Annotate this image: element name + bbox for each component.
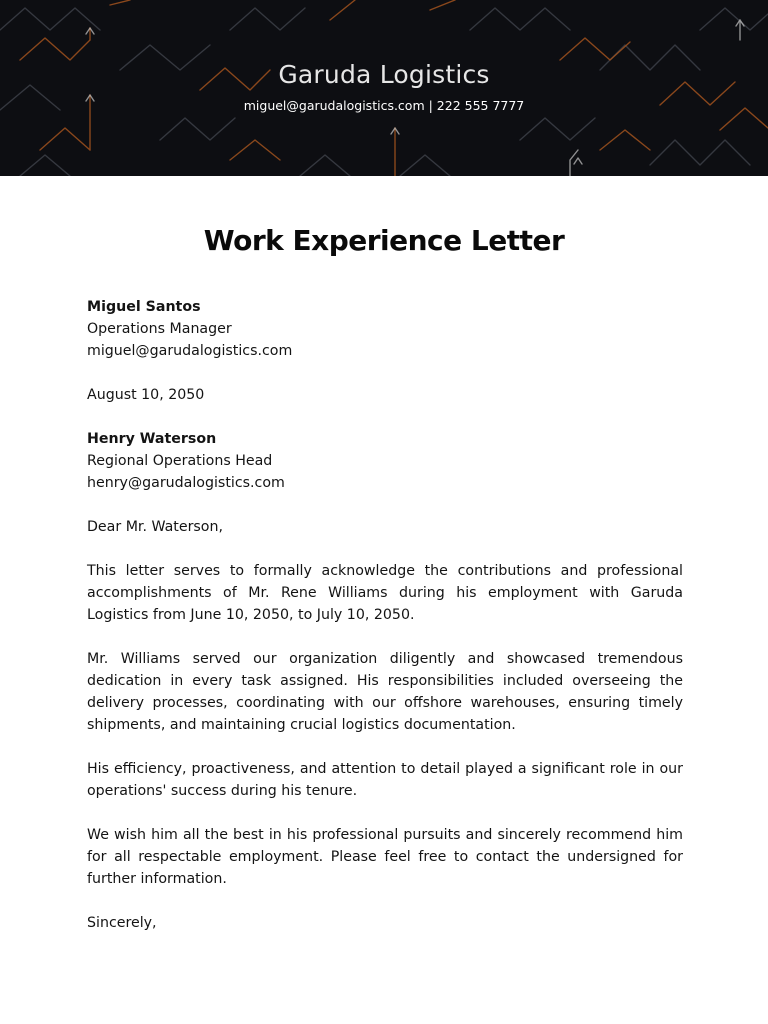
sender-block <box>87 296 683 362</box>
recipient-email[interactable]: henry@garudalogistics.com <box>87 475 285 491</box>
company-name: Garuda Logistics <box>278 60 490 89</box>
recipient-name: Henry Waterson <box>87 431 217 447</box>
body-paragraph: We wish him all the best in his professional pursuits and sincerely recommend him for all respectable employment. Please feel free to contact the undersigned for further information. <box>87 827 683 887</box>
company-contact: miguel@garudalogistics.com | 222 555 7777 <box>243 98 525 113</box>
sender-email[interactable]: miguel@garudalogistics.com <box>87 343 293 359</box>
document-title: Work Experience Letter <box>203 224 565 257</box>
body-paragraph: Mr. Williams served our organization diligently and showcased tremendous dedication in every task assigned. His responsibilities included overseeing the delivery processes, coordinating with our offshore warehouses, ensuring timely shipments, and maintaining crucial logistics documentation. <box>87 651 683 733</box>
recipient-role: Regional Operations Head <box>87 453 273 469</box>
sender-role: Operations Manager <box>87 321 232 337</box>
closing: Sincerely, <box>87 915 157 931</box>
salutation: Dear Mr. Waterson, <box>87 519 223 535</box>
body-paragraph: This letter serves to formally acknowledge the contributions and professional accomplishments of Mr. Rene Williams during his employment with Garuda Logistics from June 10, 2050, to July 10, 2050. <box>87 563 683 623</box>
letter-body <box>87 296 683 956</box>
body-paragraph: His efficiency, proactiveness, and attention to detail played a significant role in our operations' success during his tenure. <box>87 761 683 799</box>
sender-name: Miguel Santos <box>87 299 201 315</box>
recipient-block <box>87 428 683 494</box>
letterhead-banner <box>0 0 768 176</box>
letter-date: August 10, 2050 <box>87 387 205 403</box>
